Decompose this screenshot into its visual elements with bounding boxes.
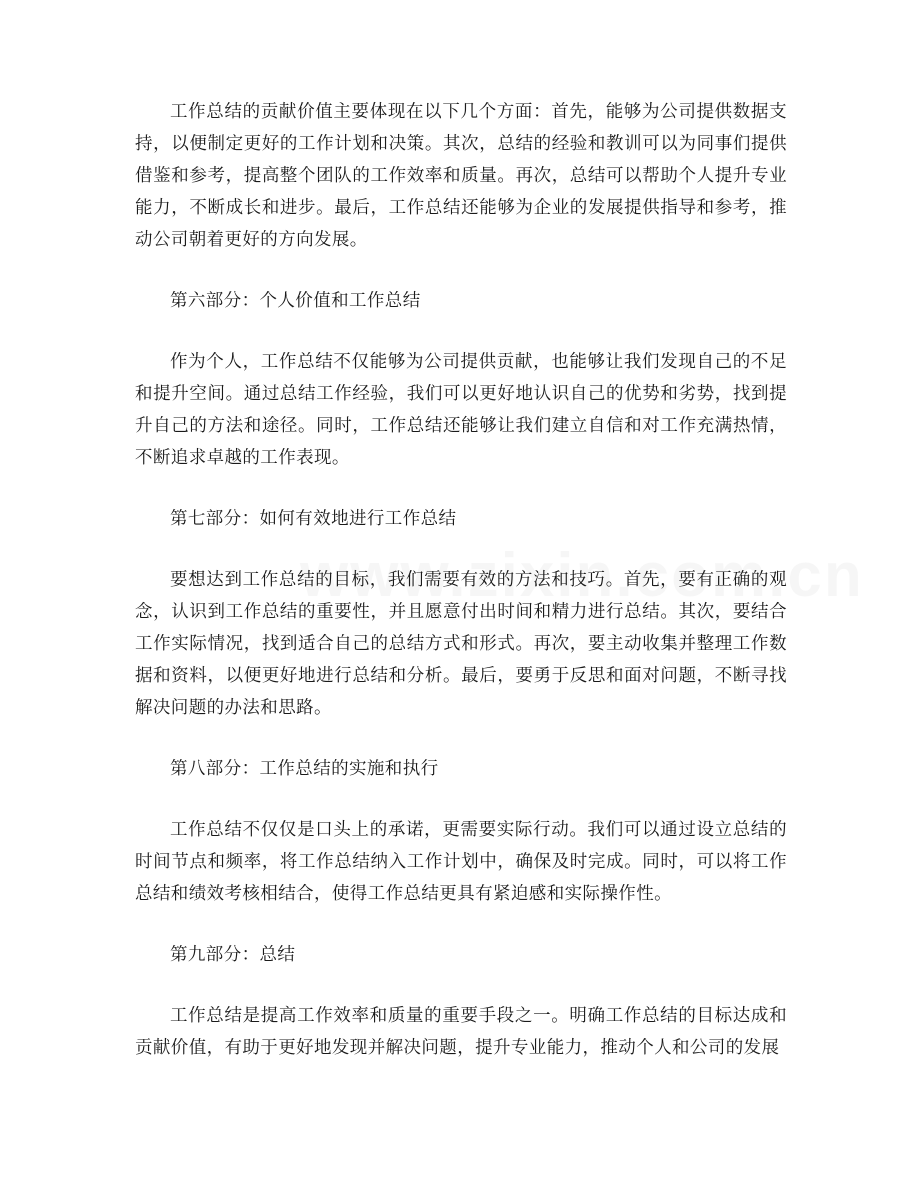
paragraph-conclusion: 工作总结是提高工作效率和质量的重要手段之一。明确工作总结的目标达成和贡献价值，有助于更好地发现并解决问题，提升专业能力，推动个人和公司的发展 (135, 1006, 787, 1058)
document-body (135, 96, 787, 1093)
paragraph-effective-summary: 要想达到工作总结的目标，我们需要有效的方法和技巧。首先，要有正确的观念，认识到工作总结的重要性，并且愿意付出时间和精力进行总结。其次，要结合工作实际情况，找到适合自己的总结方式和形式。再次，要主动收集并整理工作数据和资料，以便更好地进行总结和分析。最后，要勇于反思和面对问题，不断寻找解决问题的办法和思路。 (135, 570, 787, 718)
paragraph-personal-value: 作为个人，工作总结不仅能够为公司提供贡献，也能够让我们发现自己的不足和提升空间。通过总结工作经验，我们可以更好地认识自己的优势和劣势，找到提升自己的方法和途径。同时，工作总结还能够让我们建立自信和对工作充满热情，不断追求卓越的工作表现。 (135, 352, 787, 468)
paragraph-implementation: 工作总结不仅仅是口头上的承诺，更需要实际行动。我们可以通过设立总结的时间节点和频率，将工作总结纳入工作计划中，确保及时完成。同时，可以将工作总结和绩效考核相结合，使得工作总结更具有紧迫感和实际操作性。 (135, 820, 787, 904)
heading-part-six: 第六部分：个人价值和工作总结 (170, 291, 421, 311)
heading-part-nine: 第九部分：总结 (170, 945, 296, 965)
heading-part-eight: 第八部分：工作总结的实施和执行 (170, 759, 439, 779)
heading-part-seven: 第七部分：如何有效地进行工作总结 (170, 509, 457, 529)
paragraph-contribution-value: 工作总结的贡献价值主要体现在以下几个方面：首先，能够为公司提供数据支持，以便制定更好的工作计划和决策。其次，总结的经验和教训可以为同事们提供借鉴和参考，提高整个团队的工作效率和质量。再次，总结可以帮助个人提升专业能力，不断成长和进步。最后，工作总结还能够为企业的发展提供指导和参考，推动公司朝着更好的方向发展。 (135, 102, 787, 250)
